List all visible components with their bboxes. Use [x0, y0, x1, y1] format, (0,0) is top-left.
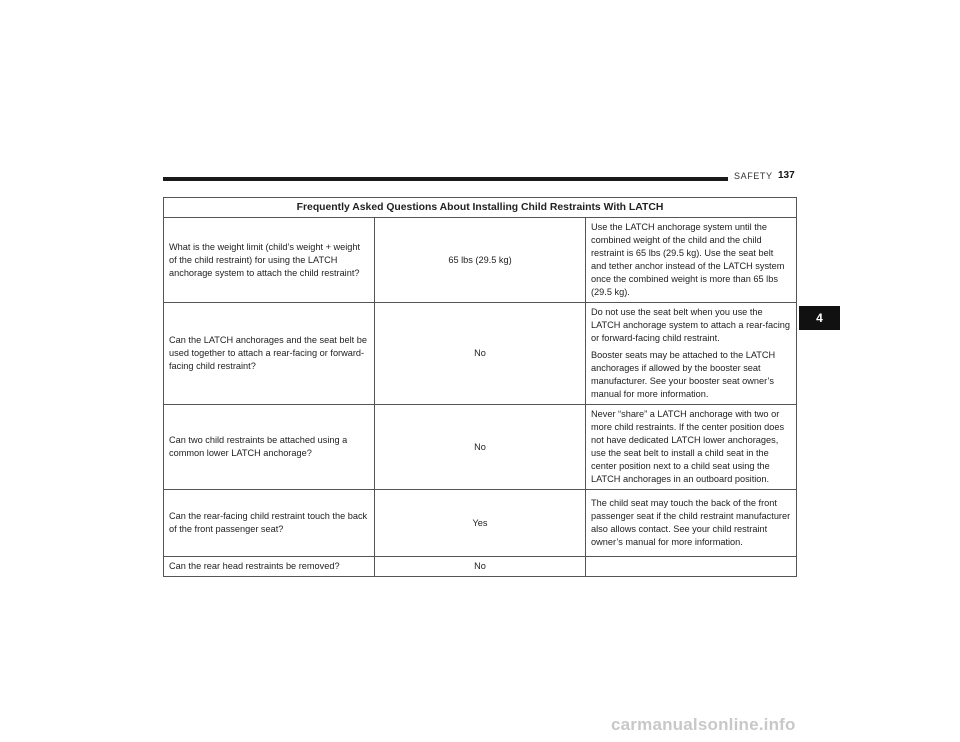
- remarks-cell: [586, 490, 797, 557]
- remark-text: Never “share” a LATCH anchorage with two or more child restraints. If the center position does not have dedicated LATCH lower anchorages, use the seat belt to install a child seat in the center position next to a child seat using the LATCH anchorages in an outboard position.: [591, 409, 785, 484]
- faq-table: [163, 197, 797, 577]
- remarks-cell: [586, 557, 797, 577]
- section-title: SAFETY: [734, 171, 773, 181]
- table-row: [164, 218, 797, 303]
- remarks-cell: [586, 218, 797, 303]
- remark-text: Booster seats may be attached to the LATCH anchorages if allowed by the booster seat manufacturer. See your booster seat owner’s manual for more information.: [591, 350, 776, 399]
- remarks-cell: [586, 303, 797, 405]
- remarks-cell: [586, 405, 797, 490]
- answer-cell: No: [375, 303, 586, 405]
- answer-cell: Yes: [375, 490, 586, 557]
- question-cell: Can the LATCH anchorages and the seat belt be used together to attach a rear-facing or forward-facing child restraint?: [164, 303, 375, 405]
- table-row: [164, 405, 797, 490]
- watermark: carmanualsonline.info: [611, 715, 796, 734]
- question-cell: Can the rear head restraints be removed?: [164, 557, 375, 577]
- remark-text: Do not use the seat belt when you use the LATCH anchorage system to attach a rear-facing or forward-facing child restraint.: [591, 307, 790, 343]
- remark-text: The child seat may touch the back of the front passenger seat if the child restraint manufacturer also allows contact. See your child restraint owner’s manual for more information.: [591, 498, 791, 547]
- table-row: [164, 557, 797, 577]
- chapter-tab: 4: [799, 306, 840, 330]
- remark-text: Use the LATCH anchorage system until the combined weight of the child and the child restraint is 65 lbs (29.5 kg). Use the seat belt and tether anchor instead of the LATCH system once the combined weight is more than 65 lbs (29.5 kg).: [591, 222, 785, 297]
- answer-cell: 65 lbs (29.5 kg): [375, 218, 586, 303]
- question-cell: Can two child restraints be attached using a common lower LATCH anchorage?: [164, 405, 375, 490]
- answer-cell: No: [375, 405, 586, 490]
- header-rule: [163, 177, 728, 181]
- table-row: [164, 303, 797, 405]
- question-cell: What is the weight limit (child’s weight + weight of the child restraint) for using the LATCH anchorage system to attach the child restraint?: [164, 218, 375, 303]
- page-number: 137: [778, 170, 795, 181]
- table-row: [164, 490, 797, 557]
- question-cell: Can the rear-facing child restraint touch the back of the front passenger seat?: [164, 490, 375, 557]
- answer-cell: No: [375, 557, 586, 577]
- table-title: Frequently Asked Questions About Installing Child Restraints With LATCH: [164, 198, 797, 218]
